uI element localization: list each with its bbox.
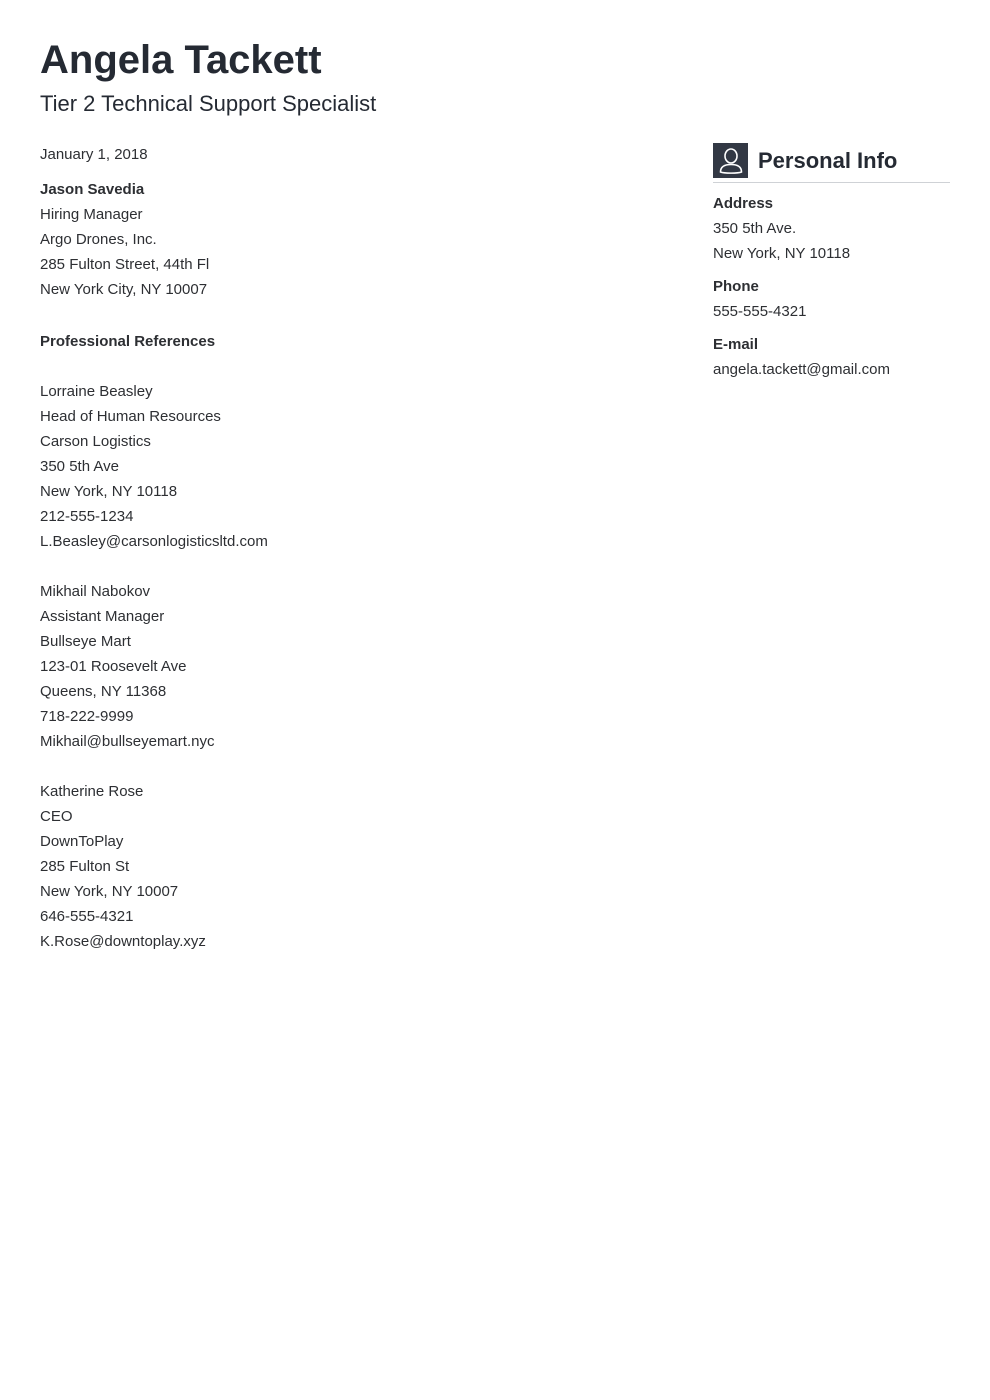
letter-body bbox=[40, 142, 640, 979]
email-block bbox=[713, 332, 950, 382]
reference-item bbox=[40, 779, 640, 954]
reference-city: New York, NY 10118 bbox=[40, 483, 178, 500]
page-title: Angela Tackett bbox=[40, 38, 322, 82]
address-block bbox=[713, 191, 950, 266]
reference-city: New York, NY 10007 bbox=[40, 883, 179, 900]
reference-name: Mikhail Nabokov bbox=[40, 583, 151, 600]
recipient-name: Jason Savedia bbox=[40, 181, 145, 198]
recipient-street: 285 Fulton Street, 44th Fl bbox=[40, 256, 210, 273]
recipient-block bbox=[40, 177, 640, 302]
reference-item bbox=[40, 379, 640, 554]
reference-phone: 718-222-9999 bbox=[40, 708, 134, 725]
reference-company: Bullseye Mart bbox=[40, 633, 131, 650]
references-title: Professional References bbox=[40, 333, 216, 350]
email-value: angela.tackett@gmail.com bbox=[713, 361, 890, 378]
reference-street: 350 5th Ave bbox=[40, 458, 119, 475]
reference-email: K.Rose@downtoplay.xyz bbox=[40, 933, 206, 950]
reference-city: Queens, NY 11368 bbox=[40, 683, 167, 700]
address-line-2: New York, NY 10118 bbox=[713, 245, 851, 262]
recipient-role: Hiring Manager bbox=[40, 206, 143, 223]
email-label: E-mail bbox=[713, 336, 759, 353]
letter-date: January 1, 2018 bbox=[40, 146, 148, 163]
reference-company: DownToPlay bbox=[40, 833, 124, 850]
reference-phone: 212-555-1234 bbox=[40, 508, 134, 525]
reference-email: Mikhail@bullseyemart.nyc bbox=[40, 733, 215, 750]
phone-value: 555-555-4321 bbox=[713, 303, 807, 320]
reference-street: 285 Fulton St bbox=[40, 858, 130, 875]
reference-role: Assistant Manager bbox=[40, 608, 165, 625]
person-icon bbox=[713, 143, 748, 178]
reference-role: CEO bbox=[40, 808, 73, 825]
recipient-city: New York City, NY 10007 bbox=[40, 281, 208, 298]
personal-info-section bbox=[713, 143, 950, 382]
reference-email: L.Beasley@carsonlogisticsltd.com bbox=[40, 533, 268, 550]
reference-name: Lorraine Beasley bbox=[40, 383, 153, 400]
phone-block bbox=[713, 274, 950, 324]
reference-street: 123-01 Roosevelt Ave bbox=[40, 658, 187, 675]
reference-company: Carson Logistics bbox=[40, 433, 151, 450]
recipient-company: Argo Drones, Inc. bbox=[40, 231, 157, 248]
job-title: Tier 2 Technical Support Specialist bbox=[40, 91, 377, 116]
reference-item bbox=[40, 579, 640, 754]
reference-phone: 646-555-4321 bbox=[40, 908, 134, 925]
phone-label: Phone bbox=[713, 278, 759, 295]
personal-info-title: Personal Info bbox=[758, 148, 898, 173]
address-line-1: 350 5th Ave. bbox=[713, 220, 797, 237]
address-label: Address bbox=[713, 195, 774, 212]
personal-info-header bbox=[713, 143, 950, 183]
reference-name: Katherine Rose bbox=[40, 783, 144, 800]
reference-role: Head of Human Resources bbox=[40, 408, 221, 425]
